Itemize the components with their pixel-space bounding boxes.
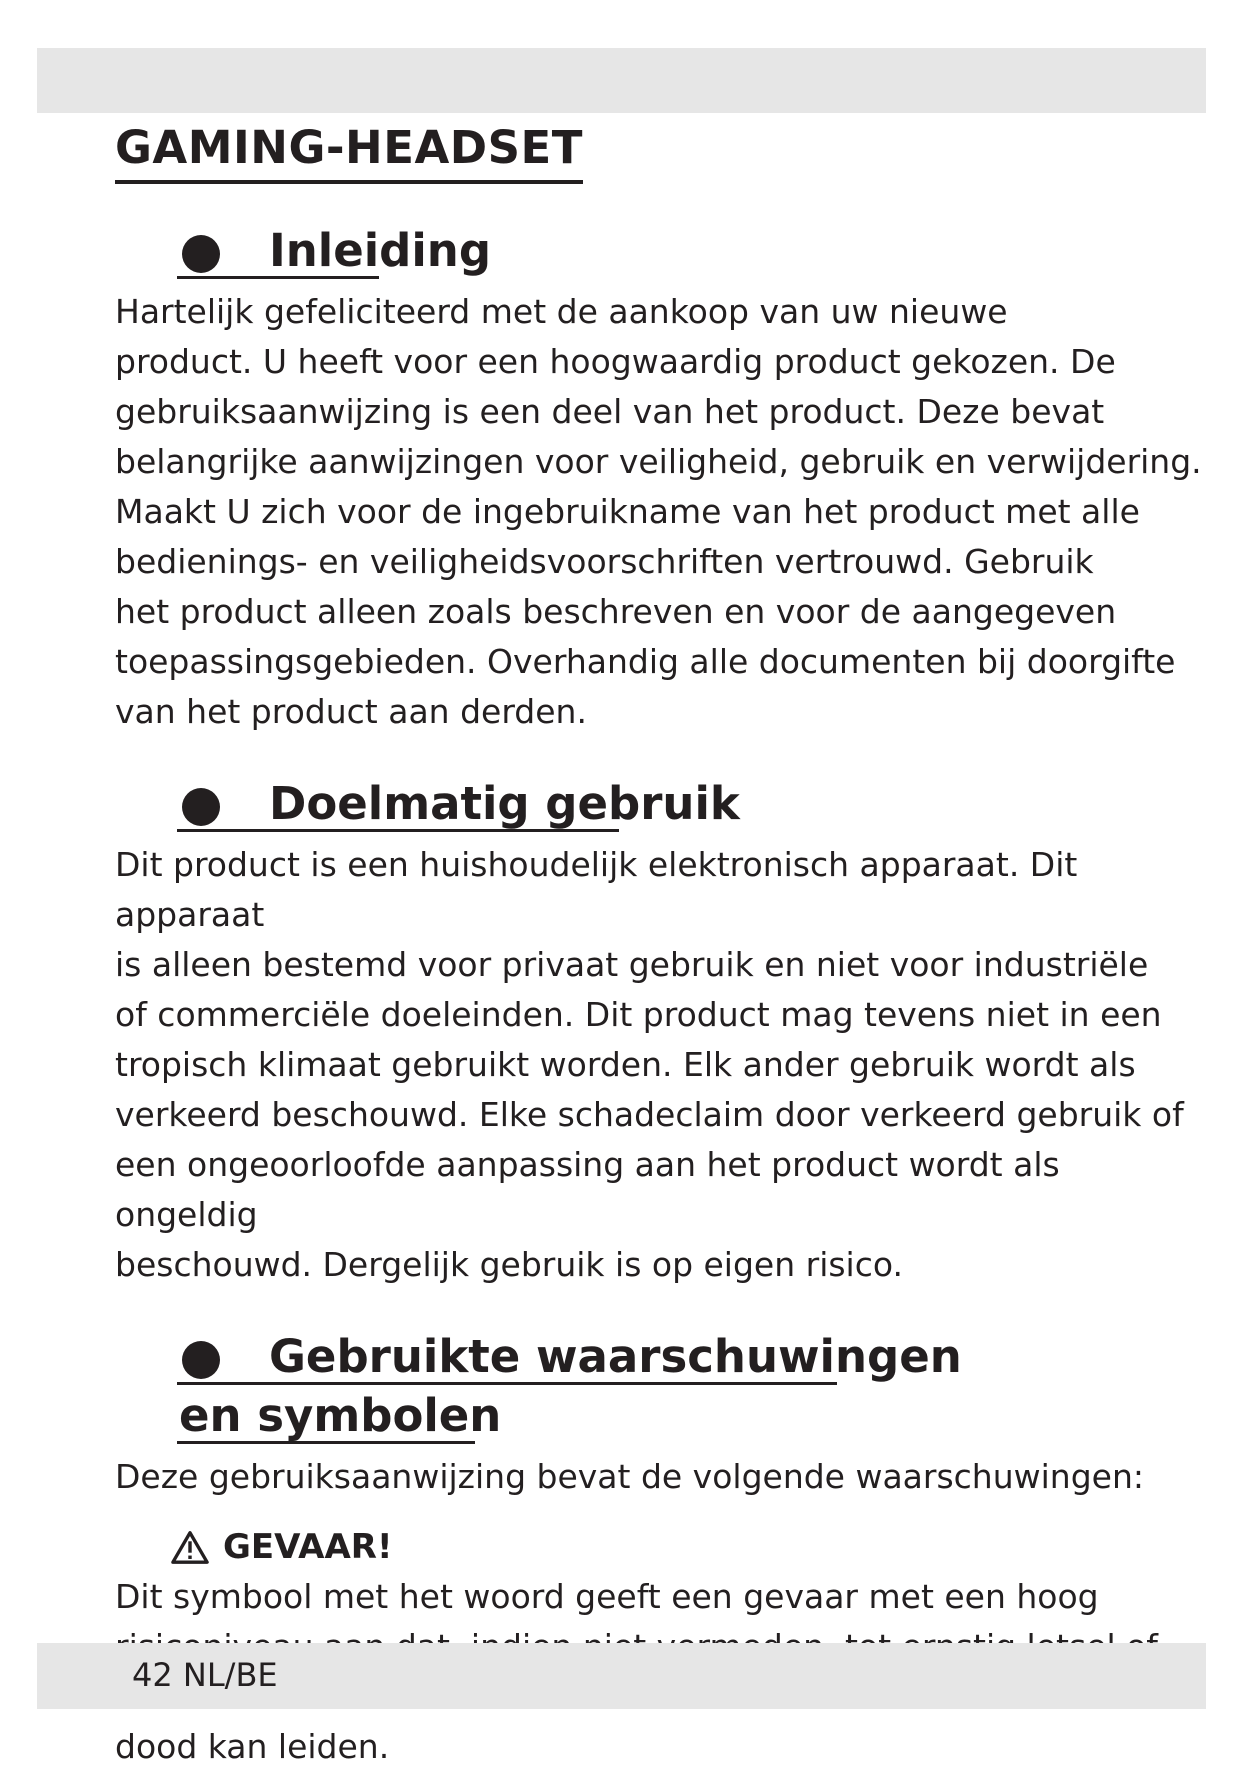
- paragraph-line: belangrijke aanwijzingen voor veiligheid, gebruik en verwijdering.: [115, 442, 1202, 481]
- section-title: Inleiding: [269, 224, 492, 277]
- section-body-doelmatig-gebruik: [115, 840, 1205, 1290]
- paragraph-line: Dit product is een huishoudelijk elektronisch apparaat. Dit apparaat: [115, 845, 1078, 934]
- section-title: Doelmatig gebruik: [269, 777, 740, 830]
- section-body-waarschuwingen: [115, 1452, 1205, 1772]
- page-content: [115, 118, 1205, 1772]
- paragraph-line: toepassingsgebieden. Overhandig alle documenten bij doorgifte: [115, 642, 1176, 681]
- section-body-inleiding: [115, 287, 1205, 737]
- section-heading-waarschuwingen: [177, 1326, 1205, 1444]
- paragraph-line: is alleen bestemd voor privaat gebruik en niet voor industriële: [115, 945, 1149, 984]
- warning-triangle-icon: [171, 1529, 209, 1565]
- warning-heading: [171, 1522, 1205, 1572]
- paragraph-line: Dit symbool met het woord geeft een gevaar met een hoog: [115, 1577, 1099, 1616]
- paragraph-line: bedienings- en veiligheidsvoorschriften vertrouwd. Gebruik: [115, 542, 1094, 581]
- document-title: GAMING-HEADSET: [115, 118, 583, 184]
- section-title-line2: en symbolen: [179, 1389, 502, 1442]
- paragraph-line: dood kan leiden.: [115, 1727, 390, 1766]
- bullet-icon: [182, 1341, 220, 1379]
- paragraph-line: of commerciële doeleinden. Dit product mag tevens niet in een: [115, 995, 1162, 1034]
- paragraph-line: Maakt U zich voor de ingebruikname van het product met alle: [115, 492, 1140, 531]
- header-band: [37, 48, 1206, 113]
- paragraph-line: Hartelijk gefeliciteerd met de aankoop van uw nieuwe: [115, 292, 1008, 331]
- paragraph-line: een ongeoorloofde aanpassing aan het product wordt als ongeldig: [115, 1145, 1060, 1234]
- paragraph-line: tropisch klimaat gebruikt worden. Elk ander gebruik wordt als: [115, 1045, 1136, 1084]
- bullet-icon: [182, 788, 220, 826]
- paragraph-line: verkeerd beschouwd. Elke schadeclaim door verkeerd gebruik of: [115, 1095, 1184, 1134]
- warning-label: GEVAAR!: [223, 1527, 393, 1567]
- section-heading-doelmatig-gebruik: [177, 773, 1205, 832]
- paragraph-line: van het product aan derden.: [115, 692, 587, 731]
- paragraph-line: product. U heeft voor een hoogwaardig product gekozen. De: [115, 342, 1116, 381]
- paragraph-line: het product alleen zoals beschreven en voor de aangegeven: [115, 592, 1117, 631]
- paragraph-line: gebruiksaanwijzing is een deel van het product. Deze bevat: [115, 392, 1105, 431]
- page-number: 42 NL/BE: [132, 1656, 278, 1694]
- section-intro: Deze gebruiksaanwijzing bevat de volgende waarschuwingen:: [115, 1457, 1144, 1496]
- section-title: Gebruikte waarschuwingen: [269, 1330, 962, 1383]
- section-heading-inleiding: [177, 220, 1205, 279]
- paragraph-line: beschouwd. Dergelijk gebruik is op eigen risico.: [115, 1245, 903, 1284]
- bullet-icon: [182, 235, 220, 273]
